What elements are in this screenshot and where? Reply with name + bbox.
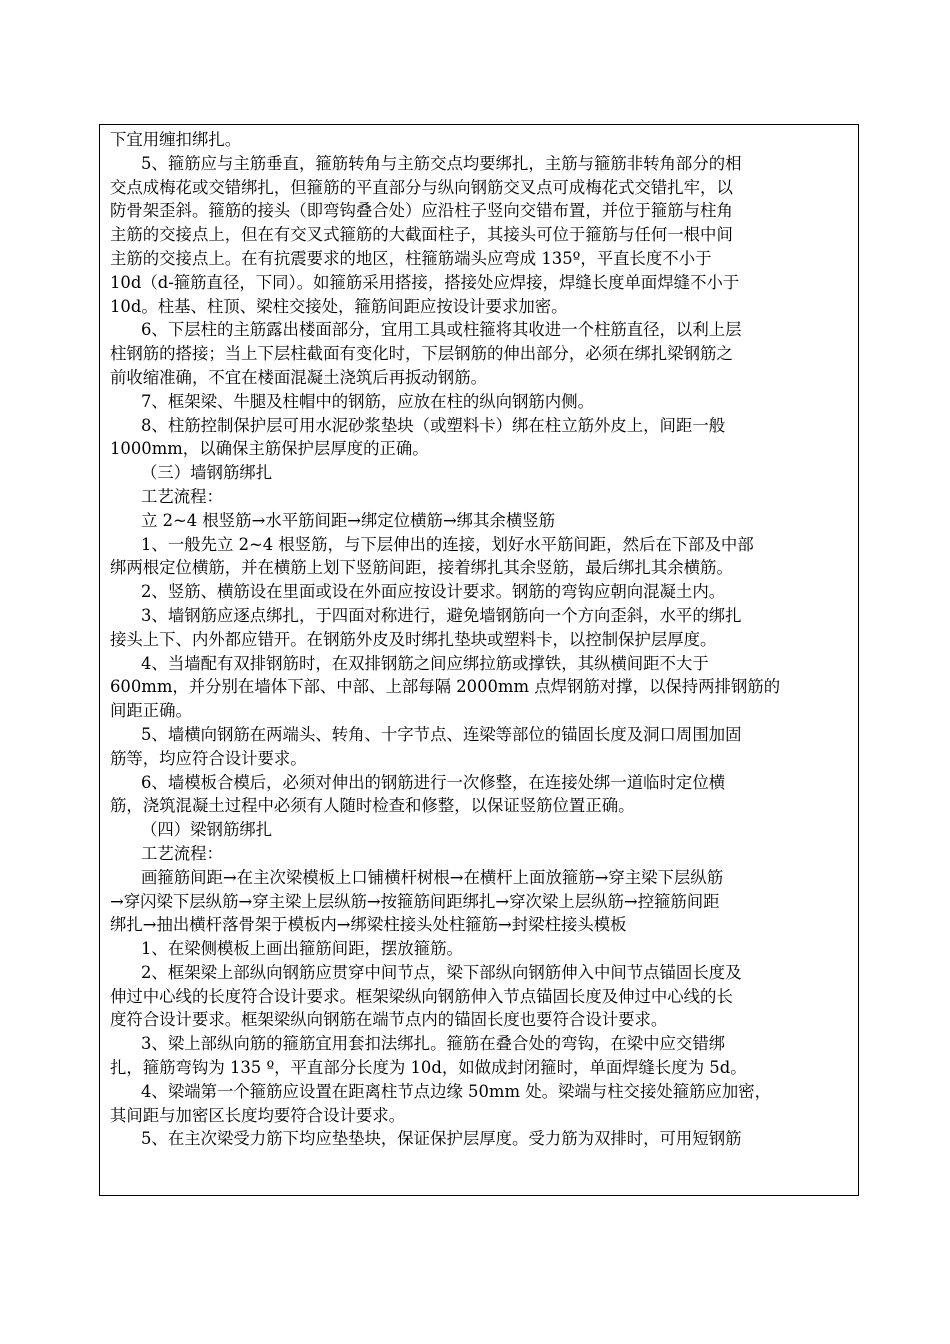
text-line: 7、框架梁、牛腿及柱帽中的钢筋，应放在柱的纵向钢筋内侧。 xyxy=(141,391,594,411)
text-line: 1、在梁侧模板上画出箍筋间距，摆放箍筋。 xyxy=(141,939,463,959)
text-line: 下宜用缠扣绑扎。 xyxy=(110,130,242,149)
text-line: （三）墙钢筋绑扎 xyxy=(141,463,273,483)
document-frame xyxy=(99,124,859,1196)
text-line: 2、竖筋、横筋设在里面或设在外面应按设计要求。钢筋的弯钩应朝向混凝土内。 xyxy=(141,582,726,602)
text-line: 4、当墙配有双排钢筋时，在双排钢筋之间应绑拉筋或撑铁，其纵横间距不大于 xyxy=(141,653,709,673)
text-line: 600mm，并分别在墙体下部、中部、上部每隔 2000mm 点焊钢筋对撑，以保持两排钢筋的 xyxy=(110,677,781,697)
text-line: 绑两根定位横筋，并在横筋上划下竖筋间距，接着绑扎其余竖筋，最后绑扎其余横筋。 xyxy=(110,558,733,578)
text-line: 扎，箍筋弯钩为 135 º，平直部分长度为 10d，如做成封闭箍时，单面焊缝长度为 5d。 xyxy=(110,1058,747,1078)
text-line: 1、一般先立 2~4 根竖筋，与下层伸出的连接，划好水平筋间距，然后在下部及中部 xyxy=(141,534,754,554)
document-body xyxy=(110,128,852,1151)
text-line: 工艺流程： xyxy=(141,843,223,863)
text-line: →穿闪梁下层纵筋→穿主梁上层纵筋→按箍筋间距绑扎→穿次梁上层纵筋→控箍筋间距 xyxy=(110,891,720,911)
text-line: 5、墙横向钢筋在两端头、转角、十字节点、连梁等部位的锚固长度及洞口周围加固 xyxy=(141,724,742,744)
text-line: 其间距与加密区长度均要符合设计要求。 xyxy=(110,1105,406,1125)
text-line: 立 2~4 根竖筋→水平筋间距→绑定位横筋→绑其余横竖筋 xyxy=(141,510,556,530)
text-line: 伸过中心线的长度符合设计要求。框架梁纵向钢筋伸入节点锚固长度及伸过中心线的长 xyxy=(110,986,733,1006)
text-line: 8、柱筋控制保护层可用水泥砂浆垫块（或塑料卡）绑在柱立筋外皮上，间距一般 xyxy=(141,415,726,435)
text-line: 5、在主次梁受力筋下均应垫垫块，保证保护层厚度。受力筋为双排时，可用短钢筋 xyxy=(141,1129,742,1149)
text-line: 绑扎→抽出横杆落骨架于模板内→绑梁柱接头处柱箍筋→封梁柱接头模板 xyxy=(110,915,627,935)
text-line: 柱钢筋的搭接；当上下层柱截面有变化时，下层钢筋的伸出部分，必须在绑扎梁钢筋之 xyxy=(110,344,733,364)
text-line: 接头上下、内外都应错开。在钢筋外皮及时绑扎垫块或塑料卡，以控制保护层厚度。 xyxy=(110,629,717,649)
text-line: 5、箍筋应与主筋垂直，箍筋转角与主筋交点均要绑扎，主筋与箍筋非转角部分的相 xyxy=(141,153,742,173)
text-line: （四）梁钢筋绑扎 xyxy=(141,820,273,840)
text-line: 6、墙模板合模后，必须对伸出的钢筋进行一次修整，在连接处绑一道临时定位横 xyxy=(141,772,726,792)
text-line: 画箍筋间距→在主次梁模板上口铺横杆树根→在横杆上面放箍筋→穿主梁下层纵筋 xyxy=(141,867,724,887)
text-line: 3、墙钢筋应逐点绑扎，于四面对称进行，避免墙钢筋向一个方向歪斜，水平的绑扎 xyxy=(141,605,742,625)
text-line: 工艺流程： xyxy=(141,486,223,506)
text-line: 2、框架梁上部纵向钢筋应贯穿中间节点，梁下部纵向钢筋伸入中间节点锚固长度及 xyxy=(141,962,742,982)
text-line: 4、梁端第一个箍筋应设置在距离柱节点边缘 50mm 处。梁端与柱交接处箍筋应加密， xyxy=(141,1081,772,1101)
text-line: 3、梁上部纵向筋的箍筋宜用套扣法绑扎。箍筋在叠合处的弯钩，在梁中应交错绑 xyxy=(141,1034,726,1054)
text-line: 主筋的交接点上。在有抗震要求的地区，柱箍筋端头应弯成 135º，平直长度不小于 xyxy=(110,248,712,268)
text-line: 间距正确。 xyxy=(110,701,192,721)
text-line: 交点成梅花或交错绑扎，但箍筋的平直部分与纵向钢筋交叉点可成梅花式交错扎牢，以 xyxy=(110,177,733,197)
text-line: 度符合设计要求。框架梁纵向钢筋在端节点内的锚固长度也要符合设计要求。 xyxy=(110,1010,668,1030)
text-line: 防骨架歪斜。箍筋的接头（即弯钩叠合处）应沿柱子竖向交错布置，并位于箍筋与柱角 xyxy=(110,201,733,221)
text-line: 10d。柱基、柱顶、梁柱交接处，箍筋间距应按设计要求加密。 xyxy=(110,296,568,316)
text-line: 主筋的交接点上，但在有交叉式箍筋的大截面柱子，其接头可位于箍筋与任何一根中间 xyxy=(110,225,733,245)
text-line: 筋，浇筑混凝土过程中必须有人随时检查和修整，以保证竖筋位置正确。 xyxy=(110,796,635,816)
text-line: 1000mm，以确保主筋保护层厚度的正确。 xyxy=(110,439,429,459)
text-line: 6、下层柱的主筋露出楼面部分，宜用工具或柱箍将其收进一个柱筋直径，以利上层 xyxy=(141,320,742,340)
text-line: 10d（d-箍筋直径，下同）。如箍筋采用搭接，搭接处应焊接，焊缝长度单面焊缝不小于 xyxy=(110,272,740,292)
text-line: 前收缩准确，不宜在楼面混凝土浇筑后再扳动钢筋。 xyxy=(110,367,487,387)
text-line: 筋等，均应符合设计要求。 xyxy=(110,748,307,768)
